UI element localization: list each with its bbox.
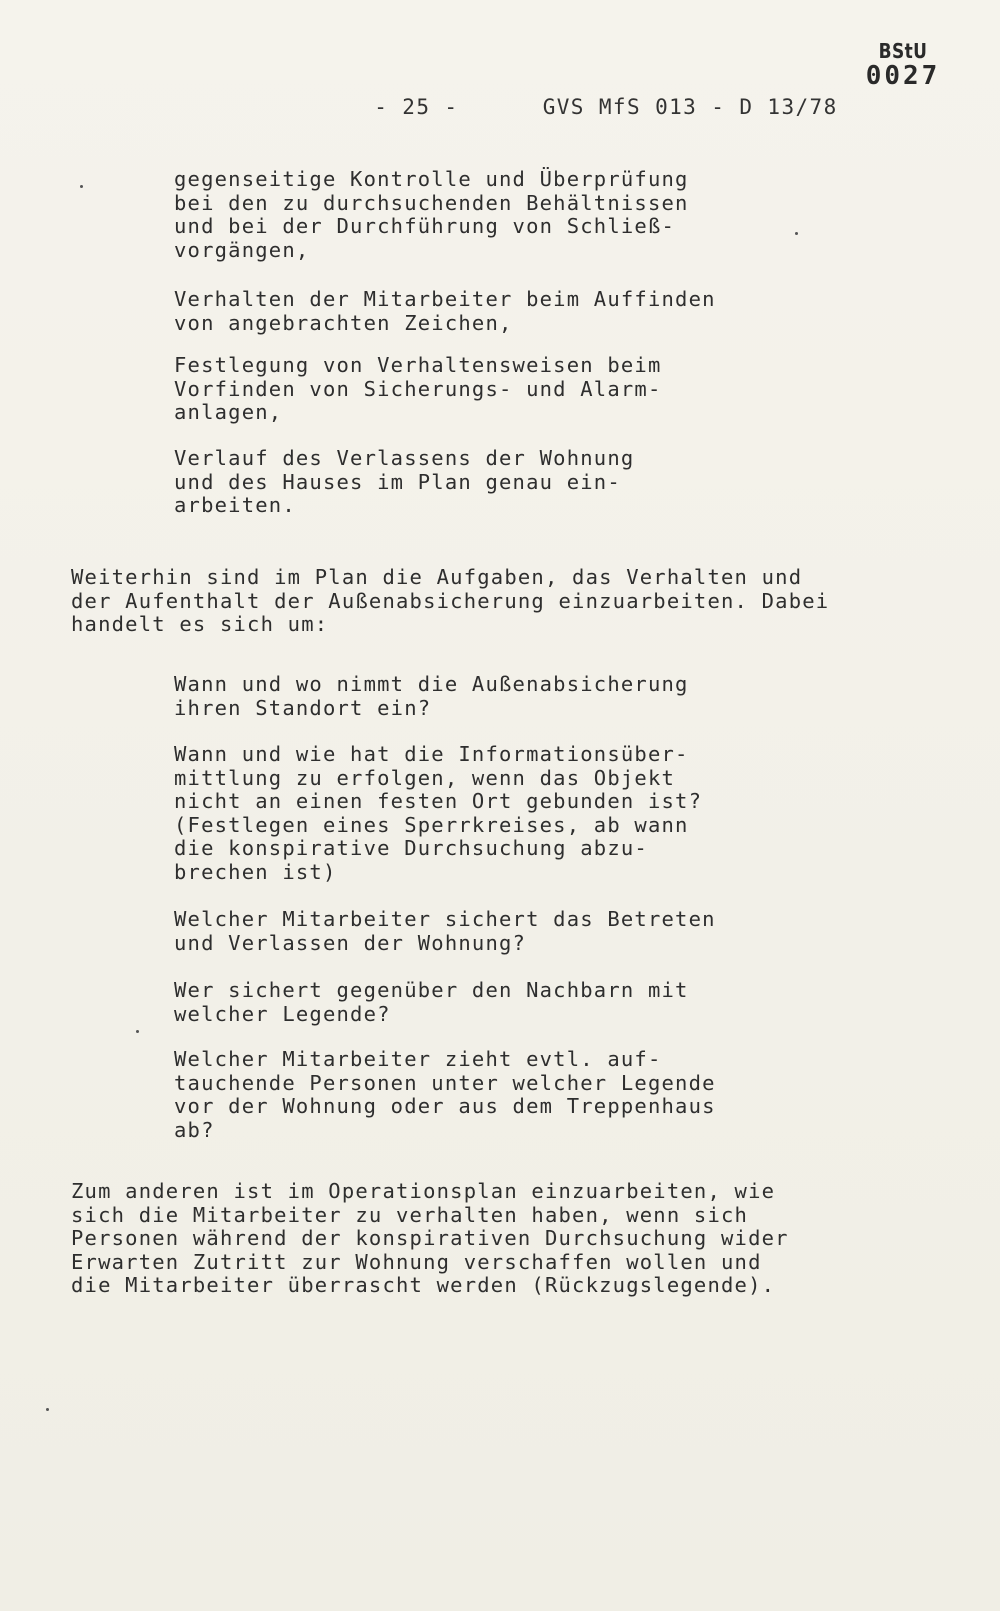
list-item: Verlauf des Verlassens der Wohnung und des Hauses im Plan genau ein- arbeiten. <box>174 446 635 517</box>
body-paragraph: Zum anderen ist im Operationsplan einzuarbeiten, wie sich die Mitarbeiter zu verhalten haben, wenn sich Personen während der konspirativen Durchsuchung wider Erwarten Zutritt zur Wohnung verschaffen wollen und die Mitarbeiter überrascht werden (Rückzugslegende). <box>71 1179 789 1297</box>
list-item: gegenseitige Kontrolle und Überprüfung bei den zu durchsuchenden Behältnissen und bei der Durchführung von Schließ- vorgängen, <box>174 167 689 262</box>
question-item: Wer sichert gegenüber den Nachbarn mit welcher Legende? <box>174 978 689 1026</box>
body-paragraph: Weiterhin sind im Plan die Aufgaben, das Verhalten und der Aufenthalt der Außenabsicherung einzuarbeiten. Dabei handelt es sich um: <box>71 565 830 636</box>
stamp-label: BStU <box>878 39 928 63</box>
question-item: Wann und wie hat die Informationsüber- mittlung zu erfolgen, wenn das Objekt nicht an einen festen Ort gebunden ist? (Festlegen eines Sperrkreises, ab wann die konspirative Durchsuchung abzu- brechen ist) <box>174 742 703 884</box>
question-item: Welcher Mitarbeiter sichert das Betreten und Verlassen der Wohnung? <box>174 907 716 955</box>
page-number: - 25 - <box>374 94 459 119</box>
stamp-number: 0027 <box>865 61 941 91</box>
paper-speck <box>795 232 798 235</box>
list-item: Festlegung von Verhaltensweisen beim Vorfinden von Sicherungs- und Alarm- anlagen, <box>174 353 662 424</box>
list-item: Verhalten der Mitarbeiter beim Auffinden von angebrachten Zeichen, <box>174 287 716 335</box>
question-item: Wann und wo nimmt die Außenabsicherung ihren Standort ein? <box>174 672 689 720</box>
paper-speck <box>136 1030 139 1033</box>
document-reference: GVS MfS 013 - D 13/78 <box>542 94 838 119</box>
paper-speck <box>46 1408 49 1411</box>
paper-speck <box>80 185 83 188</box>
archive-stamp <box>858 40 948 90</box>
page-header <box>318 72 838 143</box>
question-item: Welcher Mitarbeiter zieht evtl. auf- tauchende Personen unter welcher Legende vor der Wohnung oder aus dem Treppenhaus ab? <box>174 1047 716 1142</box>
